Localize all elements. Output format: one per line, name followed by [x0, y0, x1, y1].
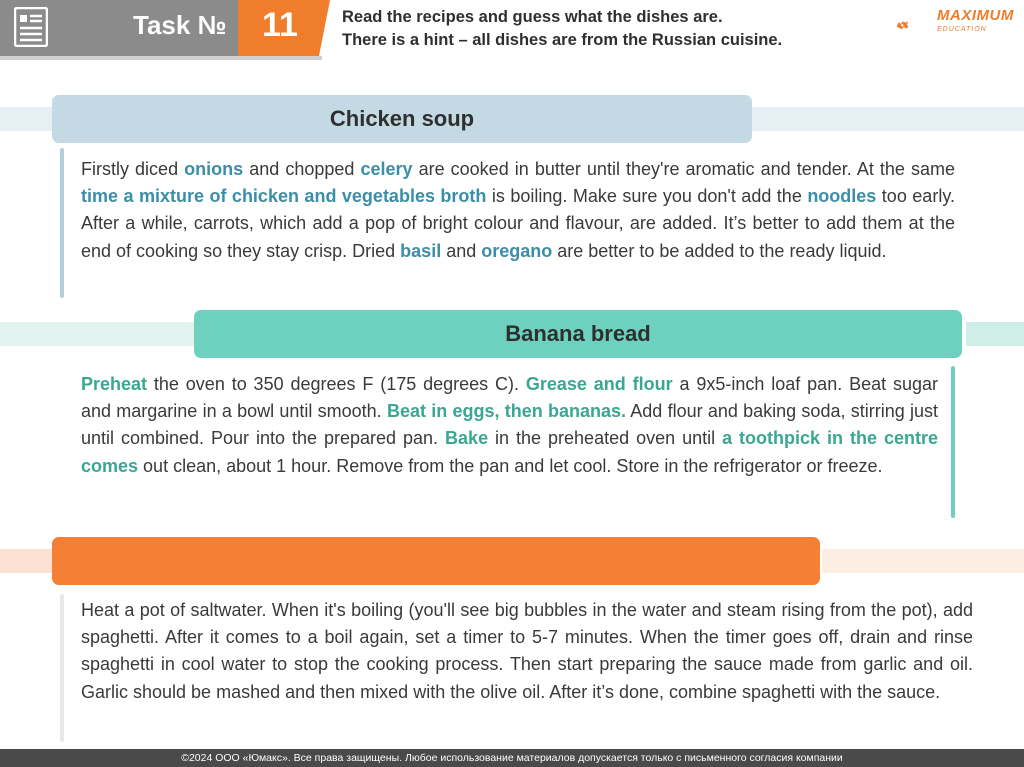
- section-1-title: Chicken soup: [52, 95, 752, 143]
- highlighted-term: celery: [360, 159, 413, 179]
- highlighted-term: noodles: [807, 186, 877, 207]
- bull-logo-icon: [896, 8, 936, 42]
- section-3-strip-right: [822, 549, 1024, 573]
- highlighted-term: time a mixture of chicken and vegetables broth: [81, 186, 487, 207]
- section-1-strip-right: [752, 107, 1024, 131]
- recipe-text-segment: in the preheated oven until: [488, 428, 723, 449]
- recipe-text-segment: Firstly diced: [81, 159, 185, 179]
- recipe-text-segment: the oven to 350 degrees F (175 degrees C).: [147, 374, 526, 394]
- recipe-text-segment: and: [441, 240, 482, 261]
- section-3-accent-line: [60, 594, 64, 742]
- highlighted-term: Beat in eggs, then bananas.: [386, 401, 627, 422]
- section-1-strip-left: [0, 107, 52, 131]
- recipe-text-segment: Add flour and baking soda, stirring just until combined. Pour into the prepared pan.: [81, 401, 938, 449]
- recipe-text-segment: are better to be added to the ready liquid.: [552, 240, 887, 261]
- section-2-title: Banana bread: [194, 310, 962, 358]
- section-2-strip-left: [0, 322, 194, 346]
- highlighted-term: Grease and flour: [525, 374, 673, 394]
- section-3-strip-left: [0, 549, 52, 573]
- section-3-title: [52, 537, 820, 585]
- section-2-strip-right: [966, 322, 1024, 346]
- recipe-3-text: [81, 597, 973, 706]
- logo-subtitle: EDUCATION: [937, 26, 987, 33]
- highlighted-term: onions: [184, 159, 244, 179]
- recipe-text-segment: out clean, about 1 hour. Remove from the pan and let cool. Store in the refrigerator or freeze.: [138, 455, 883, 476]
- recipe-1-text: [81, 156, 955, 265]
- instruction-line-2: There is a hint – all dishes are from the Russian cuisine.: [342, 31, 783, 49]
- highlighted-term: a toothpick in the centre comes: [81, 428, 938, 476]
- recipe-text-segment: is boiling. Make sure you don't add the: [486, 186, 808, 207]
- recipe-text-segment: are cooked in butter until they're aromatic and tender. At the same: [412, 159, 955, 179]
- instruction-line-1: Read the recipes and guess what the dishes are.: [342, 8, 723, 26]
- section-1-accent-line: [60, 148, 64, 298]
- highlighted-term: Preheat: [81, 374, 148, 394]
- document-icon: [14, 7, 48, 47]
- task-instructions: [342, 6, 782, 52]
- recipe-text-segment: too early. After a while, carrots, which add a pop of bright colour and flavour, are added. It’s better to add them at the end of cooking so they stay crisp. Dried: [81, 186, 955, 261]
- copyright-footer: ©2024 ООО «Юмакс». Все права защищены. Любое использование материалов допускается только с письменного согласия компании: [0, 749, 1024, 767]
- highlighted-term: oregano: [481, 240, 553, 261]
- task-label: Task №: [133, 10, 227, 40]
- recipe-2-text: [81, 371, 938, 480]
- recipe-text-segment: a 9x5-inch loaf pan. Beat sugar and margarine in a bowl until smooth.: [81, 374, 938, 422]
- recipe-text-segment: Heat a pot of saltwater. When it's boiling (you'll see big bubbles in the water and steam rising from the pot), add spaghetti. After it comes to a boil again, set a timer to 5-7 minutes. When the timer goes off, drain and rinse spaghetti in cool water to stop the cooking process. Then start preparing the sauce made from garlic and oil. Garlic should be mashed and then mixed with the olive oil. After it’s done, combine spaghetti with the sauce.: [81, 600, 973, 702]
- recipe-text-segment: and chopped: [243, 159, 361, 179]
- slide-header: [0, 0, 1024, 60]
- logo-name: MAXIMUM: [937, 7, 1014, 24]
- highlighted-term: Bake: [445, 428, 489, 449]
- highlighted-term: basil: [400, 240, 442, 261]
- section-2-accent-line: [951, 366, 955, 518]
- task-number: 11: [262, 6, 298, 44]
- header-underline: [0, 56, 322, 60]
